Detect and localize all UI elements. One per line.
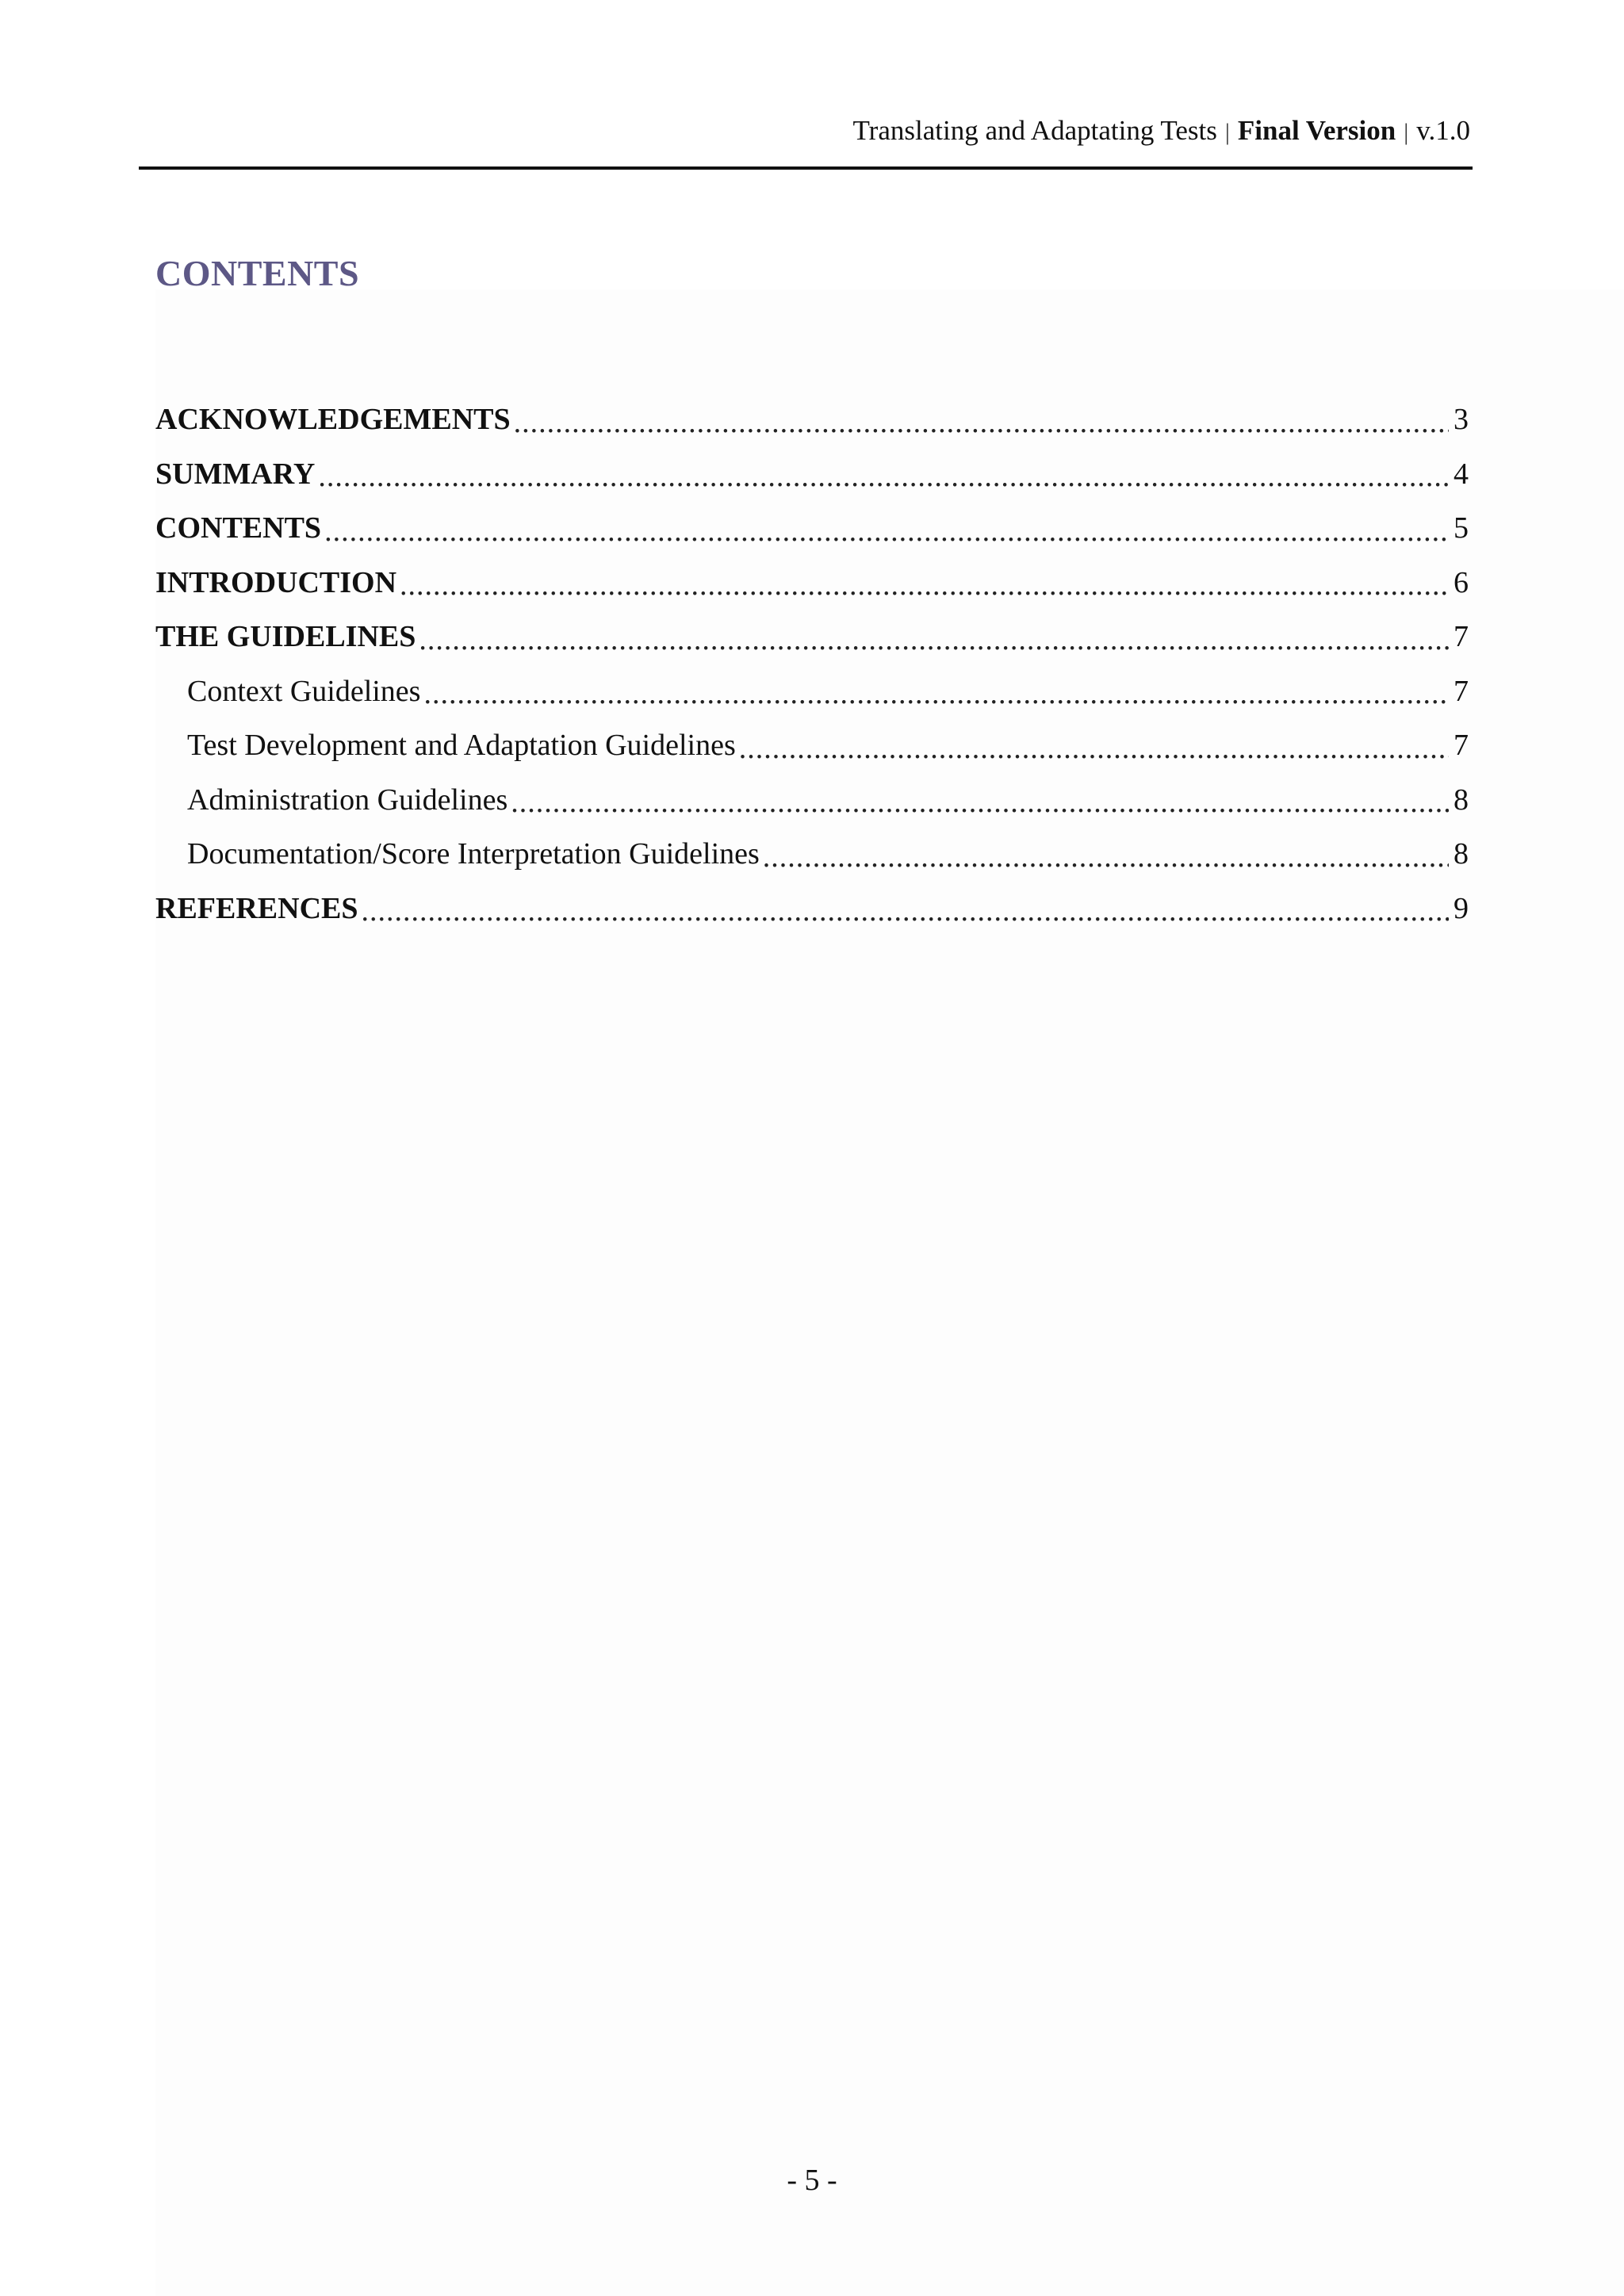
- toc-dot-leader: [423, 675, 1449, 712]
- toc-dot-leader: [324, 513, 1449, 549]
- table-of-contents: [155, 392, 1469, 936]
- toc-entry-label: Context Guidelines: [187, 674, 421, 708]
- toc-page-number: 8: [1454, 783, 1469, 817]
- toc-page-number: 7: [1454, 729, 1469, 763]
- toc-entry-label: ACKNOWLEDGEMENTS: [155, 403, 511, 437]
- toc-subentry[interactable]: [155, 664, 1469, 719]
- toc-page-number: 4: [1454, 457, 1469, 491]
- toc-page-number: 7: [1454, 674, 1469, 708]
- toc-entry[interactable]: [155, 556, 1469, 610]
- toc-entry-label: CONTENTS: [155, 511, 322, 545]
- contents-heading: CONTENTS: [155, 253, 360, 293]
- toc-entry[interactable]: [155, 882, 1469, 936]
- toc-page-number: 5: [1454, 511, 1469, 545]
- toc-dot-leader: [419, 622, 1449, 658]
- version-label: Final Version: [1237, 115, 1396, 146]
- toc-page-number: 8: [1454, 837, 1469, 871]
- toc-subentry[interactable]: [155, 718, 1469, 773]
- document-title: Translating and Adaptating Tests: [852, 115, 1217, 146]
- toc-entry-label: Test Development and Adaptation Guidelines: [187, 729, 736, 763]
- toc-entry[interactable]: [155, 501, 1469, 556]
- toc-dot-leader: [514, 404, 1449, 441]
- version-number: v.1.0: [1416, 115, 1470, 146]
- toc-entry-label: SUMMARY: [155, 457, 316, 491]
- toc-subentry[interactable]: [155, 827, 1469, 882]
- toc-entry-label: THE GUIDELINES: [155, 620, 416, 654]
- toc-entry-label: Administration Guidelines: [187, 783, 508, 817]
- toc-entry-label: Documentation/Score Interpretation Guidelines: [187, 837, 760, 871]
- toc-dot-leader: [511, 784, 1449, 821]
- toc-page-number: 3: [1454, 403, 1469, 437]
- toc-entry[interactable]: [155, 610, 1469, 664]
- toc-dot-leader: [318, 458, 1449, 495]
- toc-entry-label: INTRODUCTION: [155, 565, 397, 599]
- toc-dot-leader: [362, 893, 1450, 929]
- toc-subentry[interactable]: [155, 773, 1469, 828]
- toc-dot-leader: [400, 567, 1449, 603]
- toc-page-number: 6: [1454, 565, 1469, 599]
- header-separator: |: [1404, 119, 1409, 145]
- page-number-footer: - 5 -: [787, 2164, 837, 2197]
- toc-dot-leader: [763, 839, 1449, 875]
- toc-entry-label: REFERENCES: [155, 891, 358, 925]
- toc-dot-leader: [739, 730, 1449, 767]
- header-separator: |: [1224, 119, 1230, 145]
- header-text: [853, 113, 1470, 151]
- toc-page-number: 7: [1454, 620, 1469, 654]
- page-header: [139, 111, 1473, 170]
- toc-entry[interactable]: [155, 447, 1469, 502]
- toc-page-number: 9: [1454, 891, 1469, 925]
- toc-entry[interactable]: [155, 392, 1469, 447]
